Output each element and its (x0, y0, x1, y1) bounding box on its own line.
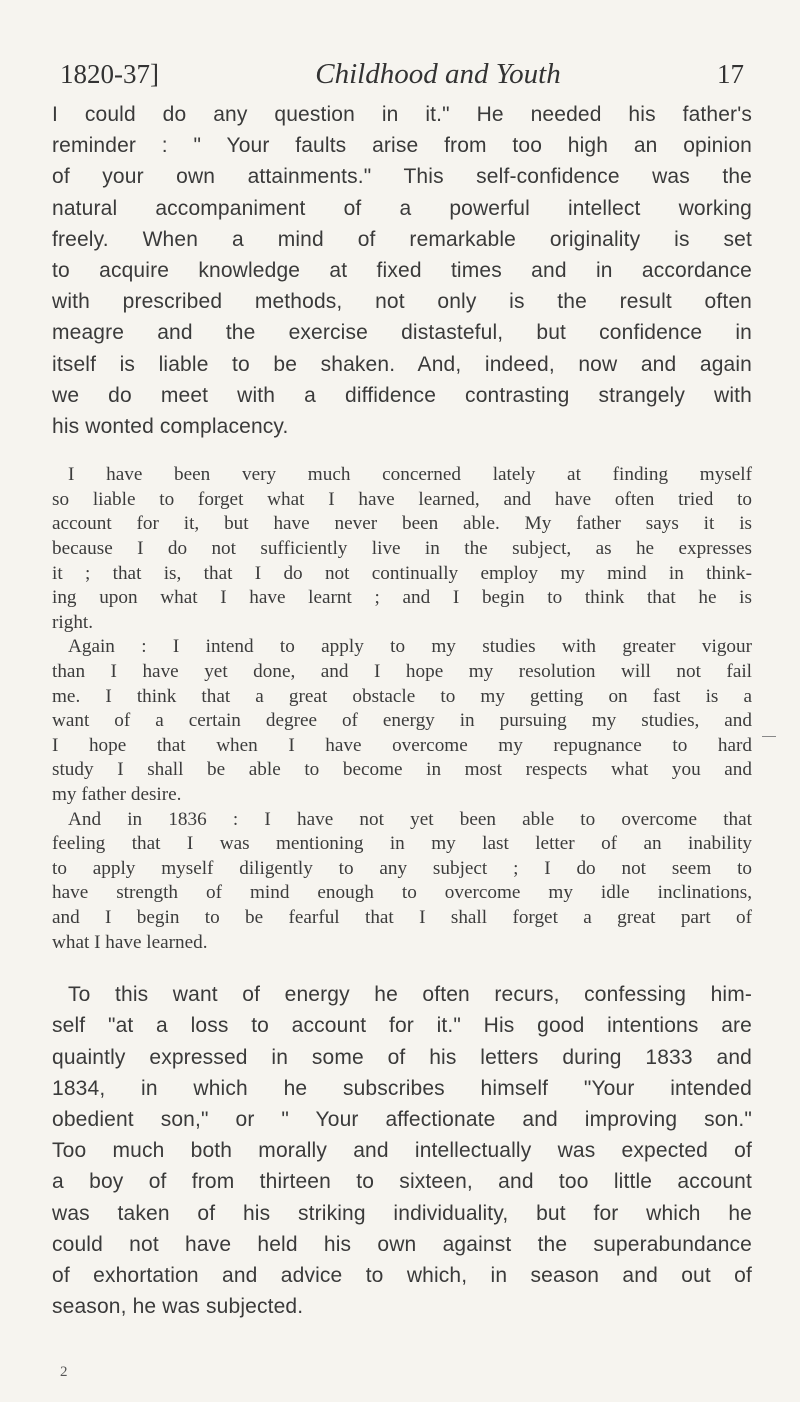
text-line: to acquire knowledge at fixed times and in accordance (52, 259, 752, 283)
text-line: Again : I intend to apply to my studies with greater vigour (68, 636, 752, 658)
text-line: it ; that is, that I do not continually employ my mind in think- (52, 562, 752, 584)
text-line: a boy of from thirteen to sixteen, and too little account (52, 1170, 752, 1194)
quoted-letters (52, 463, 752, 955)
running-head (52, 58, 752, 91)
chapter-title: Childhood and Youth (315, 58, 561, 90)
text-line: of your own attainments." This self-confidence was the (52, 165, 752, 189)
book-page (52, 58, 752, 1322)
text-line: have strength of mind enough to overcome my idle inclinations, (52, 882, 752, 904)
text-line: To this want of energy he often recurs, confessing him- (68, 983, 752, 1007)
paragraph-2 (52, 979, 752, 1322)
text-line: natural accompaniment of a powerful intellect working (52, 196, 752, 220)
text-line: right. (52, 611, 94, 633)
text-line: ing upon what I have learnt ; and I begin to think that he is (52, 587, 752, 609)
text-line: freely. When a mind of remarkable originality is set (52, 227, 752, 251)
text-line: was taken of his striking individuality, but for which he (52, 1201, 752, 1225)
signature-mark: 2 (60, 1364, 68, 1380)
text-line: feeling that I was mentioning in my last letter of an inability (52, 833, 752, 855)
text-line: me. I think that a great obstacle to my getting on fast is a (52, 685, 752, 707)
text-line: with prescribed methods, not only is the result often (52, 290, 752, 314)
text-line: And in 1836 : I have not yet been able to overcome that (68, 808, 752, 830)
text-line: I hope that when I have overcome my repugnance to hard (52, 734, 752, 756)
text-line: self "at a loss to account for it." His good intentions are (52, 1014, 752, 1038)
text-line: 1834, in which he subscribes himself "Your intended (52, 1076, 752, 1100)
text-line: reminder : " Your faults arise from too high an opinion (52, 134, 752, 158)
text-line: his wonted complacency. (52, 415, 289, 439)
text-line: we do meet with a diffidence contrasting strangely with (52, 383, 752, 407)
text-line: than I have yet done, and I hope my resolution will not fail (52, 660, 752, 682)
text-line: could not have held his own against the superabundance (52, 1232, 752, 1256)
text-line: I have been very much concerned lately at finding myself (68, 464, 752, 486)
text-line: season, he was subjected. (52, 1295, 304, 1319)
text-line: want of a certain degree of energy in pursuing my studies, and (52, 710, 752, 732)
text-line: account for it, but have never been able. My father says it is (52, 513, 752, 535)
text-line: study I shall be able to become in most respects what you and (52, 759, 752, 781)
quote-1 (52, 463, 752, 635)
text-line: obedient son," or " Your affectionate and improving son." (52, 1107, 752, 1131)
text-line: quaintly expressed in some of his letters during 1833 and (52, 1045, 752, 1069)
text-line: I could do any question in it." He needed his father's (52, 103, 752, 126)
text-line: meagre and the exercise distasteful, but confidence in (52, 321, 752, 345)
text-line: what I have learned. (52, 931, 208, 953)
text-line: itself is liable to be shaken. And, indeed, now and again (52, 352, 752, 376)
text-line: of exhortation and advice to which, in season and out of (52, 1263, 752, 1287)
quote-2 (52, 635, 752, 807)
text-line: my father desire. (52, 783, 182, 805)
text-line: Too much both morally and intellectually was expected of (52, 1139, 752, 1163)
page-number: 17 (717, 59, 744, 89)
text-line: and I begin to be fearful that I shall forget a great part of (52, 906, 752, 928)
paragraph-1 (52, 99, 752, 442)
text-line: so liable to forget what I have learned, and have often tried to (52, 488, 752, 510)
text-line: because I do not sufficiently live in the subject, as he expresses (52, 538, 752, 560)
date-range: 1820-37] (60, 59, 159, 89)
quote-3 (52, 808, 752, 956)
margin-dash (762, 736, 776, 737)
text-line: to apply myself diligently to any subject ; I do not seem to (52, 857, 752, 879)
